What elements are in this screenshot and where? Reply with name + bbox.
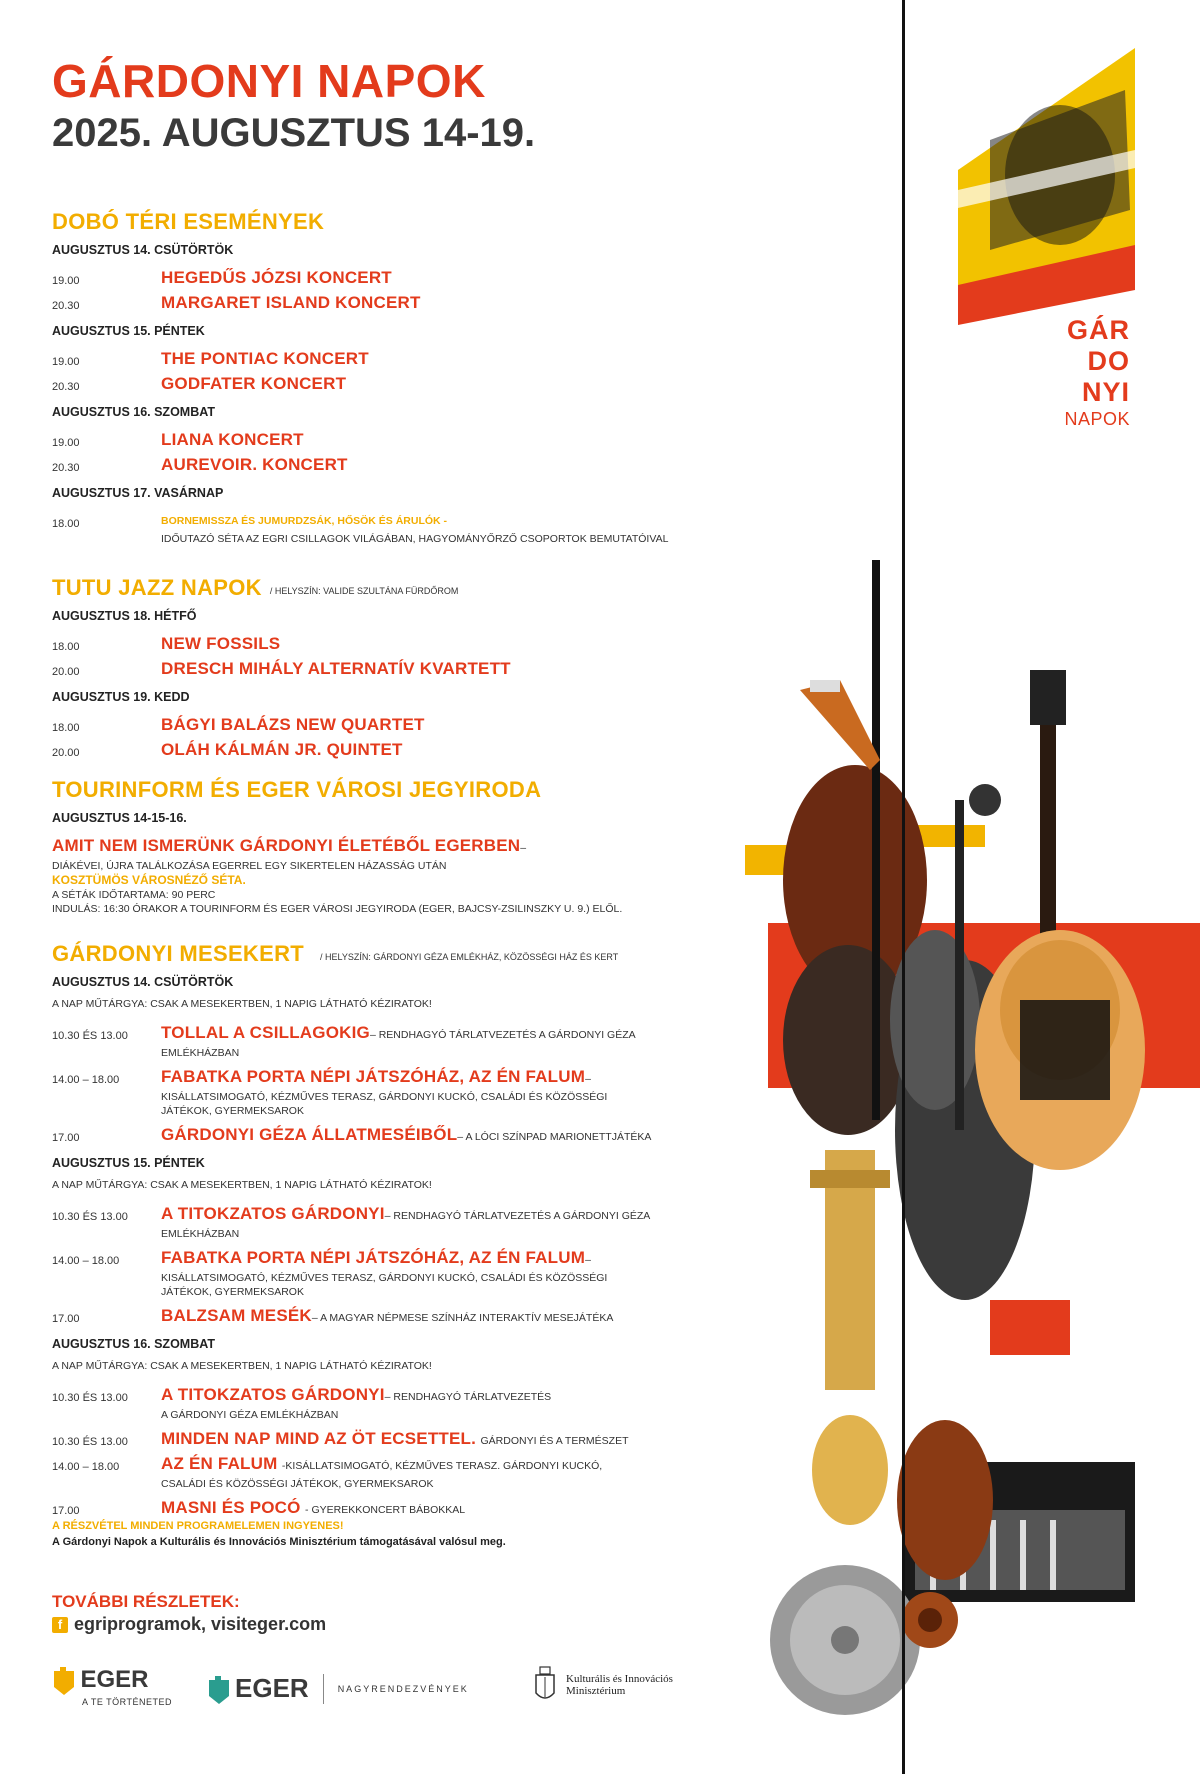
- event-time: 20.00: [52, 747, 80, 759]
- event-row: [52, 1384, 792, 1422]
- event-time: 10.30 ÉS 13.00: [52, 1392, 128, 1404]
- event-time: 19.00: [52, 356, 80, 368]
- day-note: A NAP MŰTÁRGYA: CSAK A MESEKERTBEN, 1 NAPIG LÁTHATÓ KÉZIRATOK!: [52, 1360, 432, 1372]
- eger-logo-word: EGER: [80, 1666, 149, 1693]
- event-description: – RENDHAGYÓ TÁRLATVEZETÉS A GÁRDONYI GÉZA: [384, 1210, 651, 1222]
- event-time: 18.00: [52, 518, 80, 530]
- event-time: 14.00 – 18.00: [52, 1074, 120, 1086]
- free-entry-note: A RÉSZVÉTEL MINDEN PROGRAMELEMEN INGYENES!: [52, 1520, 344, 1532]
- ministry-line-2: Minisztérium: [566, 1685, 626, 1697]
- event-name: GODFATER KONCERT: [161, 374, 347, 393]
- event-description: –: [585, 1073, 591, 1085]
- eger-logo: [52, 1665, 172, 1707]
- event-time: 14.00 – 18.00: [52, 1461, 120, 1473]
- event-row: [52, 714, 792, 739]
- section-title: DOBÓ TÉRI ESEMÉNYEK: [52, 209, 325, 234]
- event-description: DIÁKÉVEI, ÚJRA TALÁLKOZÁSA EGERREL EGY SIKERTELEN HÁZASSÁG UTÁN: [52, 860, 447, 872]
- day-label: AUGUSZTUS 16. SZOMBAT: [52, 405, 215, 419]
- eger-mark-icon: [52, 1665, 76, 1695]
- event-start: INDULÁS: 16:30 ÓRAKOR A TOURINFORM ÉS EGER VÁROSI JEGYIRODA (EGER, BAJCSY-ZSILINSZKY U. 9.) ELŐL.: [52, 903, 623, 915]
- bass-guitar-graphic: [800, 680, 880, 770]
- eger-logo-tagline: A TE TÖRTÉNETED: [82, 1697, 173, 1707]
- event-name: BALZSAM MESÉK: [161, 1306, 312, 1325]
- event-name: MASNI ÉS POCÓ: [161, 1498, 301, 1517]
- day-label: AUGUSZTUS 16. SZOMBAT: [52, 1337, 215, 1351]
- brand-line-1: GÁR: [1067, 315, 1130, 345]
- event-time: 10.30 ÉS 13.00: [52, 1436, 128, 1448]
- day-note: A NAP MŰTÁRGYA: CSAK A MESEKERTBEN, 1 NAPIG LÁTHATÓ KÉZIRATOK!: [52, 998, 432, 1010]
- section-title: TUTU JAZZ NAPOK: [52, 575, 262, 600]
- event-duration: A SÉTÁK IDŐTARTAMA: 90 PERC: [52, 889, 216, 901]
- day-label: AUGUSZTUS 14. CSÜTÖRTÖK: [52, 243, 234, 257]
- event-name: OLÁH KÁLMÁN JR. QUINTET: [161, 740, 403, 759]
- eger-logo-word: EGER: [235, 1673, 309, 1703]
- event-row: [52, 1203, 792, 1241]
- guitar-graphic: [975, 670, 1145, 1170]
- eger-mark-icon: [207, 1674, 231, 1704]
- social-links[interactable]: [52, 1614, 326, 1635]
- event-name: FABATKA PORTA NÉPI JÁTSZÓHÁZ, AZ ÉN FALUM: [161, 1248, 586, 1267]
- day-label: AUGUSZTUS 15. PÉNTEK: [52, 1156, 205, 1170]
- event-description: JÁTÉKOK, GYERMEKSAROK: [161, 1105, 304, 1117]
- event-description: -KISÁLLATSIMOGATÓ, KÉZMŰVES TERASZ. GÁRDONYI KUCKÓ,: [281, 1460, 603, 1472]
- event-row: [52, 348, 792, 373]
- day-note: A NAP MŰTÁRGYA: CSAK A MESEKERTBEN, 1 NAPIG LÁTHATÓ KÉZIRATOK!: [52, 1179, 432, 1191]
- event-row: [52, 1453, 792, 1491]
- vinyl-graphic: [770, 1565, 920, 1715]
- section-title: TOURINFORM ÉS EGER VÁROSI JEGYIRODA: [52, 777, 542, 802]
- event-row: [52, 510, 792, 546]
- page-title: GÁRDONYI NAPOK: [52, 55, 486, 107]
- event-description: KISÁLLATSIMOGATÓ, KÉZMŰVES TERASZ, GÁRDONYI KUCKÓ, CSALÁDI ÉS KÖZÖSSÉGI: [161, 1091, 608, 1103]
- event-description: IDŐUTAZÓ SÉTA AZ EGRI CSILLAGOK VILÁGÁBAN, HAGYOMÁNYŐRZŐ CSOPORTOK BEMUTATÓIVAL: [161, 533, 669, 545]
- logo-separator: [323, 1674, 324, 1704]
- day-label: AUGUSZTUS 19. KEDD: [52, 690, 190, 704]
- center-divider: [902, 0, 905, 1774]
- event-time: 10.30 ÉS 13.00: [52, 1211, 128, 1223]
- event-name: A TITOKZATOS GÁRDONYI: [161, 1385, 385, 1404]
- event-description: KISÁLLATSIMOGATÓ, KÉZMŰVES TERASZ, GÁRDONYI KUCKÓ, CSALÁDI ÉS KÖZÖSSÉGI: [161, 1272, 608, 1284]
- event-time: 17.00: [52, 1132, 80, 1144]
- event-description: EMLÉKHÁZBAN: [161, 1047, 240, 1059]
- section-note: / HELYSZÍN: VALIDE SZULTÁNA FÜRDŐROM: [269, 585, 459, 596]
- portrait-graphic: [958, 48, 1135, 325]
- event-row: [52, 633, 792, 658]
- facebook-icon[interactable]: f: [52, 1617, 68, 1633]
- event-description: - GYEREKKONCERT BÁBOKKAL: [305, 1504, 466, 1516]
- event-description: CSALÁDI ÉS KÖZÖSSÉGI JÁTÉKOK, GYERMEKSAROK: [161, 1478, 434, 1490]
- header: [52, 55, 782, 157]
- brand-line-3: NYI: [1081, 377, 1130, 407]
- day-label: AUGUSZTUS 17. VASÁRNAP: [52, 486, 224, 500]
- day-label: AUGUSZTUS 14-15-16.: [52, 811, 187, 825]
- event-description: GÁRDONYI ÉS A TERMÉSZET: [480, 1435, 629, 1447]
- red-square: [990, 1300, 1070, 1355]
- brand-line-4: NAPOK: [1064, 409, 1130, 429]
- event-description: – RENDHAGYÓ TÁRLATVEZETÉS: [384, 1391, 552, 1403]
- event-row: [52, 267, 792, 292]
- event-time: 20.30: [52, 381, 80, 393]
- event-description: – A LÓCI SZÍNPAD MARIONETTJÁTÉKA: [457, 1131, 652, 1143]
- brand-block: [1040, 315, 1130, 430]
- event-description: A GÁRDONYI GÉZA EMLÉKHÁZBAN: [161, 1409, 339, 1421]
- event-name: BORNEMISSZA ÉS JUMURDZSÁK, HŐSÖK ÉS ÁRULÓK -: [161, 515, 448, 527]
- event-name: LIANA KONCERT: [161, 430, 304, 449]
- support-note: A Gárdonyi Napok a Kulturális és Innovációs Minisztérium támogatásával valósul meg.: [52, 1536, 506, 1548]
- event-time: 20.00: [52, 666, 80, 678]
- section-mesekert: [52, 940, 792, 1522]
- ministry-line-1: Kulturális és Innovációs: [566, 1673, 673, 1685]
- event-name: THE PONTIAC KONCERT: [161, 349, 369, 368]
- event-highlight: KOSZTÜMÖS VÁROSNÉZŐ SÉTA.: [52, 873, 246, 887]
- event-row: [52, 1305, 792, 1330]
- page-date: 2025. AUGUSZTUS 14-19.: [52, 111, 536, 155]
- event-name: AZ ÉN FALUM: [161, 1454, 278, 1473]
- event-dash: –: [520, 842, 527, 854]
- event-row: [52, 373, 792, 398]
- event-description: – RENDHAGYÓ TÁRLATVEZETÉS A GÁRDONYI GÉZA: [369, 1029, 636, 1041]
- event-name: AUREVOIR. KONCERT: [161, 455, 348, 474]
- event-name: A TITOKZATOS GÁRDONYI: [161, 1204, 385, 1223]
- event-time: 18.00: [52, 641, 80, 653]
- event-time: 20.30: [52, 462, 80, 474]
- section-jazz: [52, 574, 792, 764]
- eger-events-logo: [207, 1673, 469, 1704]
- event-row: [52, 1066, 792, 1118]
- section-note: / HELYSZÍN: GÁRDONYI GÉZA EMLÉKHÁZ, KÖZÖSSÉGI HÁZ ÉS KERT: [320, 951, 619, 962]
- event-row: [52, 1247, 792, 1299]
- event-row: [52, 454, 792, 479]
- event-row: [52, 1428, 792, 1453]
- event-row: [52, 1124, 792, 1149]
- event-row: [52, 292, 792, 317]
- event-description: –: [585, 1254, 591, 1266]
- event-row: [52, 429, 792, 454]
- details-title: TOVÁBBI RÉSZLETEK:: [52, 1592, 240, 1611]
- event-name: HEGEDŰS JÓZSI KONCERT: [161, 268, 392, 287]
- event-name: DRESCH MIHÁLY ALTERNATÍV KVARTETT: [161, 659, 511, 678]
- event-description: – A MAGYAR NÉPMESE SZÍNHÁZ INTERAKTÍV MESEJÁTÉKA: [311, 1312, 614, 1324]
- event-time: 17.00: [52, 1313, 80, 1325]
- logos-row: [52, 1665, 752, 1725]
- event-row: [52, 739, 792, 764]
- ministry-logo: [532, 1665, 673, 1705]
- coat-of-arms-icon: [532, 1665, 558, 1705]
- event-name: TOLLAL A CSILLAGOKIG: [161, 1023, 370, 1042]
- event-time: 10.30 ÉS 13.00: [52, 1030, 128, 1042]
- event-description: EMLÉKHÁZBAN: [161, 1228, 240, 1240]
- event-name: GÁRDONYI GÉZA ÁLLATMESÉIBŐL: [161, 1125, 458, 1144]
- event-time: 17.00: [52, 1505, 80, 1517]
- event-name: MARGARET ISLAND KONCERT: [161, 293, 421, 312]
- cello-scroll-graphic: [897, 1420, 993, 1648]
- event-time: 18.00: [52, 722, 80, 734]
- day-label: AUGUSZTUS 15. PÉNTEK: [52, 324, 205, 338]
- event-row: [52, 1022, 792, 1060]
- section-title: GÁRDONYI MESEKERT: [52, 941, 305, 966]
- section-dobo: [52, 208, 792, 546]
- event-time: 19.00: [52, 275, 80, 287]
- event-name: AMIT NEM ISMERÜNK GÁRDONYI ÉLETÉBŐL EGERBEN: [52, 836, 521, 855]
- event-name: BÁGYI BALÁZS NEW QUARTET: [161, 715, 425, 734]
- trumpet-graphic: [810, 1150, 890, 1525]
- event-name: NEW FOSSILS: [161, 634, 281, 653]
- event-name: MINDEN NAP MIND AZ ÖT ECSETTEL.: [161, 1429, 477, 1448]
- event-time: 14.00 – 18.00: [52, 1255, 120, 1267]
- section-tourinform: [52, 776, 792, 916]
- brand-line-2: DO: [1087, 346, 1130, 376]
- event-description: JÁTÉKOK, GYERMEKSAROK: [161, 1286, 304, 1298]
- day-label: AUGUSZTUS 14. CSÜTÖRTÖK: [52, 975, 234, 989]
- event-name: FABATKA PORTA NÉPI JÁTSZÓHÁZ, AZ ÉN FALUM: [161, 1067, 586, 1086]
- event-time: 19.00: [52, 437, 80, 449]
- social-text[interactable]: egriprogramok, visiteger.com: [74, 1614, 327, 1634]
- event-time: 20.30: [52, 300, 80, 312]
- event-row: [52, 658, 792, 683]
- eger-logo-tagline: NAGYRENDEZVÉNYEK: [337, 1683, 469, 1694]
- day-label: AUGUSZTUS 18. HÉTFŐ: [52, 609, 197, 623]
- event-row: [52, 1497, 792, 1522]
